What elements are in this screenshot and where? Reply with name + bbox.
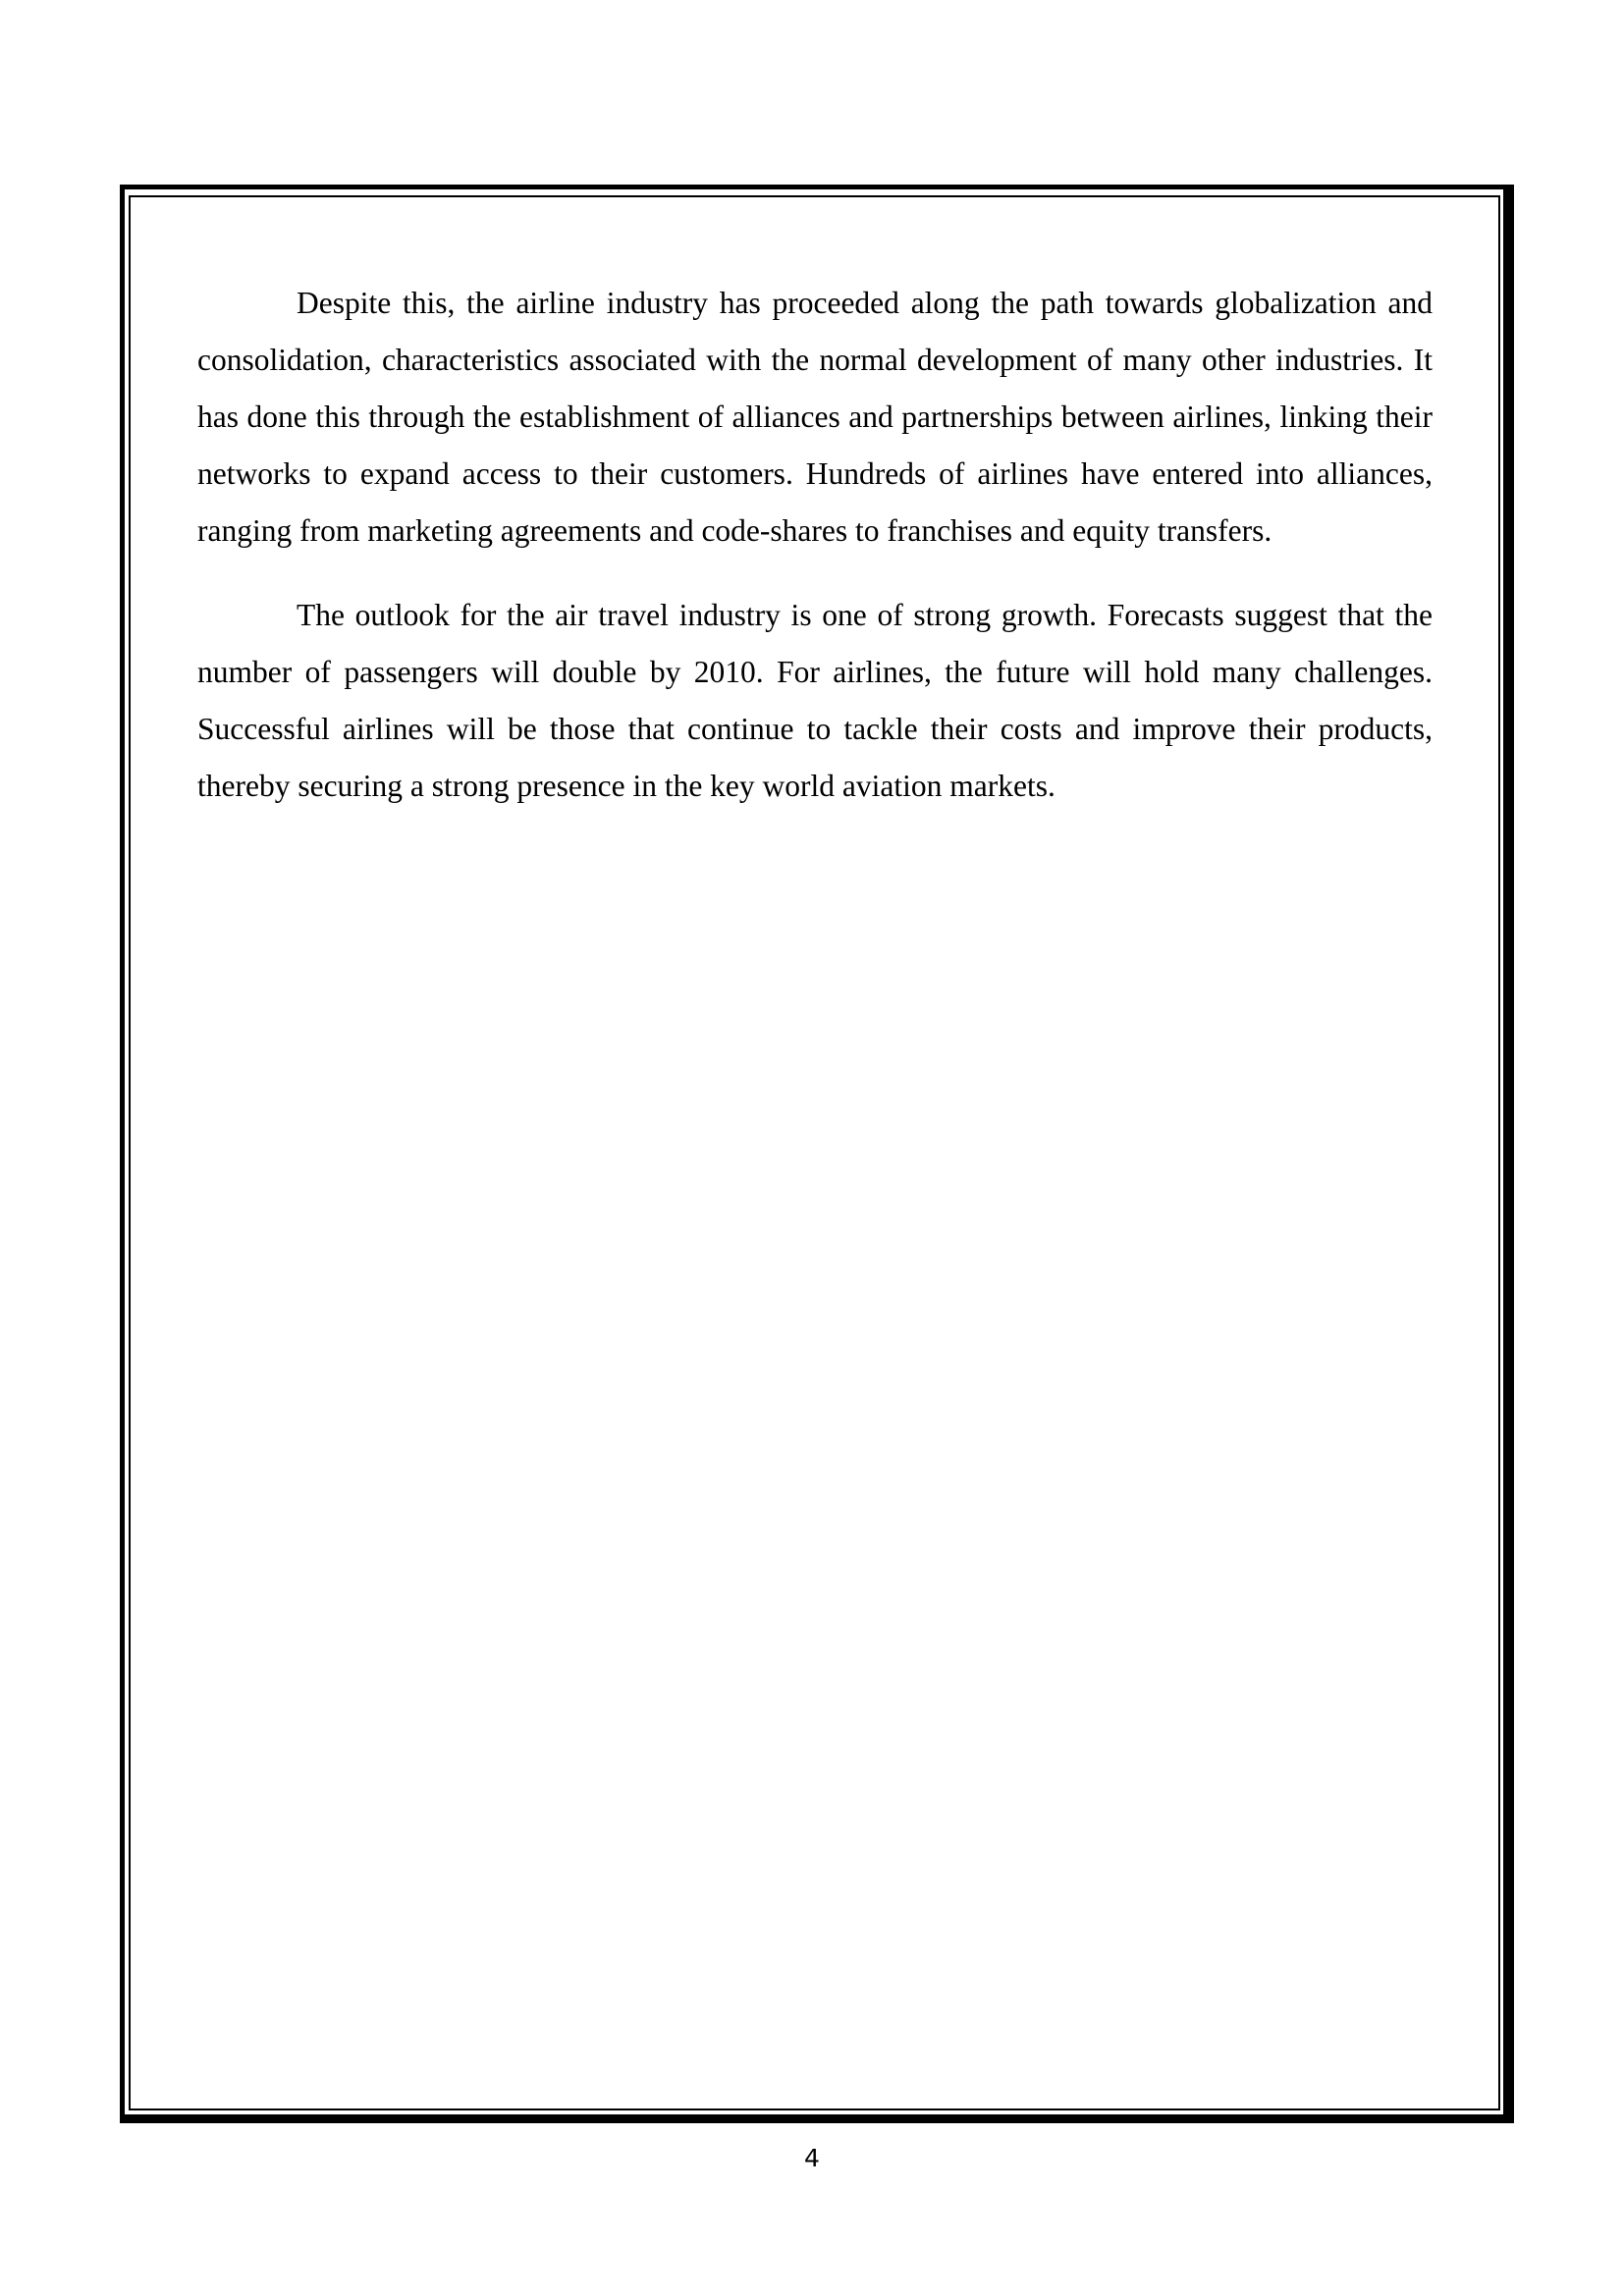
page-number: 4 [804, 2144, 820, 2172]
paragraph-globalization: Despite this, the airline industry has proceeded along the path towards globalization and consolidation, characteristics associated with the normal development of many other industries. It has done this through the establishment of alliances and partnerships between airlines, linking their networks to expand access to their customers. Hundreds of airlines have entered into alliances, ranging from marketing agreements and code-shares to franchises and equity transfers. [197, 286, 1433, 548]
paragraph-outlook: The outlook for the air travel industry is one of strong growth. Forecasts suggest that the number of passengers will double by 2010. For airlines, the future will hold many challenges. Successful airlines will be those that continue to tackle their costs and improve their products, thereby securing a strong presence in the key world aviation markets. [197, 598, 1433, 803]
body-text [197, 275, 1433, 842]
